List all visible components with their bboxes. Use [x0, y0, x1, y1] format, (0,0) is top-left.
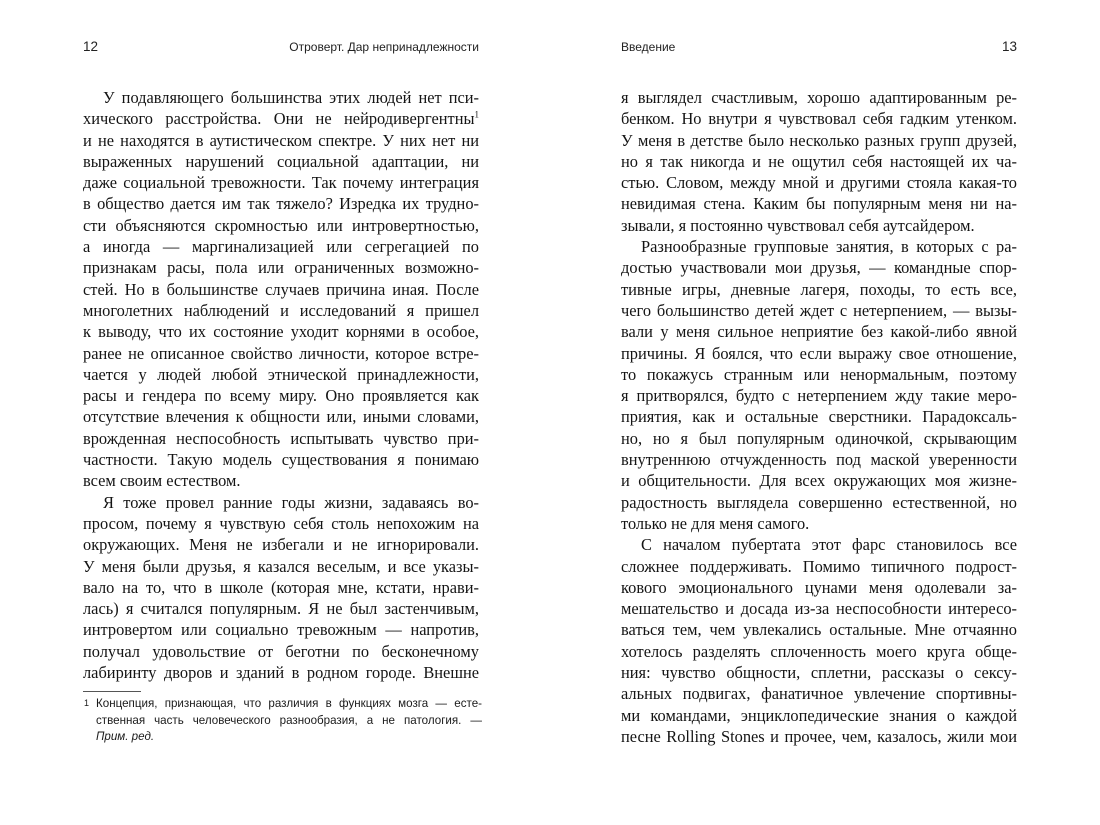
text-line: стей. Но в большинстве случаев причина иная. После — [83, 279, 479, 299]
left-body-text — [83, 87, 479, 683]
text-line: чается у людей любой этнической принадлежности, — [83, 364, 479, 384]
text-line: признакам расы, пола или ограниченных возможно- — [83, 258, 479, 278]
footnote — [84, 696, 482, 746]
text-line: всем своим естеством. — [83, 471, 241, 491]
text-line: лабиринту дворов и зданий в родном городе. Внешне — [83, 663, 479, 683]
text-line: то покажусь странным или ненормальным, поэтому — [621, 364, 1017, 384]
text-line: стью. Словом, между мной и другими стояла какая-то — [621, 173, 1017, 193]
text-line: ми командами, энциклопедические знания о каждой — [621, 705, 1017, 725]
text-line: достью участвовали мои друзья, — командные спор- — [621, 258, 1017, 278]
right-page-number: 13 — [1001, 39, 1017, 54]
text-line: отсутствие влечения к общности или, иными словами, — [83, 407, 479, 427]
text-line: окружающих. Меня не избегали и не игнорировали. — [83, 535, 479, 555]
text-line: в общество дается им так тяжело? Изредка их трудно- — [83, 194, 479, 214]
text-line: песне Rolling Stones и прочее, чем, казалось, жили мои — [621, 726, 1017, 746]
text-line: чего большинство детей ждет с нетерпением, — вызы- — [621, 300, 1017, 320]
text-line: ния: чувство общности, сплетни, рассказы о сексу- — [621, 663, 1017, 683]
text-line: просом, почему я чувствую себя столь непохожим на — [83, 513, 479, 533]
text-line: У подавляющего большинства этих людей нет пси- — [103, 88, 479, 107]
text-line: даже социальной тревожности. Так почему интеграция — [83, 173, 479, 193]
text-line: сложнее поддерживать. Помимо типичного подрост- — [621, 556, 1017, 576]
text-line: вало на то, что в школе (которая мне, кстати, нрави- — [83, 577, 479, 597]
text-line: к выводу, что их состояние уходит корнями в особое, — [83, 322, 479, 342]
text-line: хического расстройства. Они не нейродивергентны$^1$ — [83, 109, 479, 129]
text-line: невидимая стена. Каким бы популярным меня ни на- — [621, 194, 1017, 214]
text-line: выраженных нарушений социальной адаптации, ни — [83, 151, 479, 171]
text-line: сти объясняются скромностью или интровертностью, — [83, 215, 479, 235]
text-line: а иногда — маргинализацией или сегрегацией по — [83, 237, 479, 257]
text-line: интровертом или социально тревожным — напротив, — [83, 620, 479, 640]
text-line: кового эмоционального цунами меня одолевали за- — [621, 577, 1017, 597]
footnote-mark: 1 — [84, 698, 90, 708]
text-line: но, но я был популярным одиночкой, скрывающим — [621, 428, 1017, 448]
text-line: приятия, как и остальные сверстники. Парадоксаль- — [621, 407, 1017, 427]
text-line: вали у меня сильное неприятие без какой-либо явной — [621, 322, 1017, 342]
text-line: причины. Я боялся, что если выражу свое отношение, — [621, 343, 1017, 363]
text-line: У меня были друзья, я казался веселым, и все указы- — [83, 556, 479, 576]
right-page — [550, 0, 1100, 825]
text-line: альных подвигах, фанатичное увлечение спортивны- — [621, 684, 1017, 704]
text-line: Разнообразные групповые занятия, в которых с ра- — [641, 237, 1017, 257]
right-body-text — [621, 87, 1017, 747]
text-line: тивные игры, дневные лагеря, походы, то есть все, — [621, 279, 1017, 299]
text-line: получал удовольствие от беготни по бесконечному — [83, 641, 479, 661]
left-running-head: Отроверт. Дар непринадлежности — [289, 40, 479, 54]
text-line: бенком. Но внутри я чувствовал себя гадким утенком. — [621, 109, 1017, 129]
text-line: и общительности. Для всех окружающих моя жизне- — [621, 471, 1017, 491]
text-line: я выглядел счастливым, хорошо адаптированным ре- — [621, 88, 1017, 107]
text-line: ранее не описанное свойство личности, которое встре- — [83, 343, 479, 363]
text-line: врожденная неспособность испытывать чувство при- — [83, 428, 479, 448]
text-line: частности. Такую модель существования я понимаю — [83, 450, 479, 470]
footnote-editor-note: Прим. ред. — [96, 730, 155, 743]
text-line: и не находятся в аутистическом спектре. У них нет ни — [83, 130, 479, 150]
footnote-reference: 1 — [474, 109, 479, 120]
footnote-line: Концепция, признающая, что различия в функциях мозга — есте- — [96, 697, 482, 710]
text-line: я притворялся, будто с нетерпением жду такие меро- — [621, 386, 1017, 406]
right-running-head: Введение — [621, 40, 676, 54]
text-line: многолетних наблюдений и исследований я пришел — [83, 300, 479, 320]
text-line: но я так никогда и не ощутил себя настоящей их ча- — [621, 151, 1017, 171]
footnote-divider — [83, 691, 141, 692]
text-line: радостность выглядела совершенно естественной, но — [621, 492, 1017, 512]
text-line: внутреннюю отчужденность под маской уверенности — [621, 450, 1017, 470]
text-line: хотелось разделять сплоченность моего круга обще- — [621, 641, 1017, 661]
text-line: только не для меня самого. — [621, 513, 810, 533]
text-line: расы и гендера по всему миру. Оно проявляется как — [83, 386, 479, 406]
text-line: зывали, я постоянно чувствовал себя аутсайдером. — [621, 215, 975, 235]
text-line: ваться тем, чем увлекались остальные. Мне отчаянно — [621, 620, 1017, 640]
text-line: Я тоже провел ранние годы жизни, задаваясь во- — [103, 492, 479, 512]
text-line: лась) я считался популярным. Я не был застенчивым, — [83, 599, 479, 619]
text-line: мешательство и досада из-за неспособности интересо- — [621, 599, 1017, 619]
text-line: С началом пубертата этот фарс становилось все — [641, 535, 1017, 555]
left-page-number: 12 — [83, 39, 99, 54]
footnote-line: ственная часть человеческого разнообразия, а не патология. — — [96, 713, 482, 727]
text-line: У меня в детстве было несколько разных групп друзей, — [621, 130, 1017, 150]
